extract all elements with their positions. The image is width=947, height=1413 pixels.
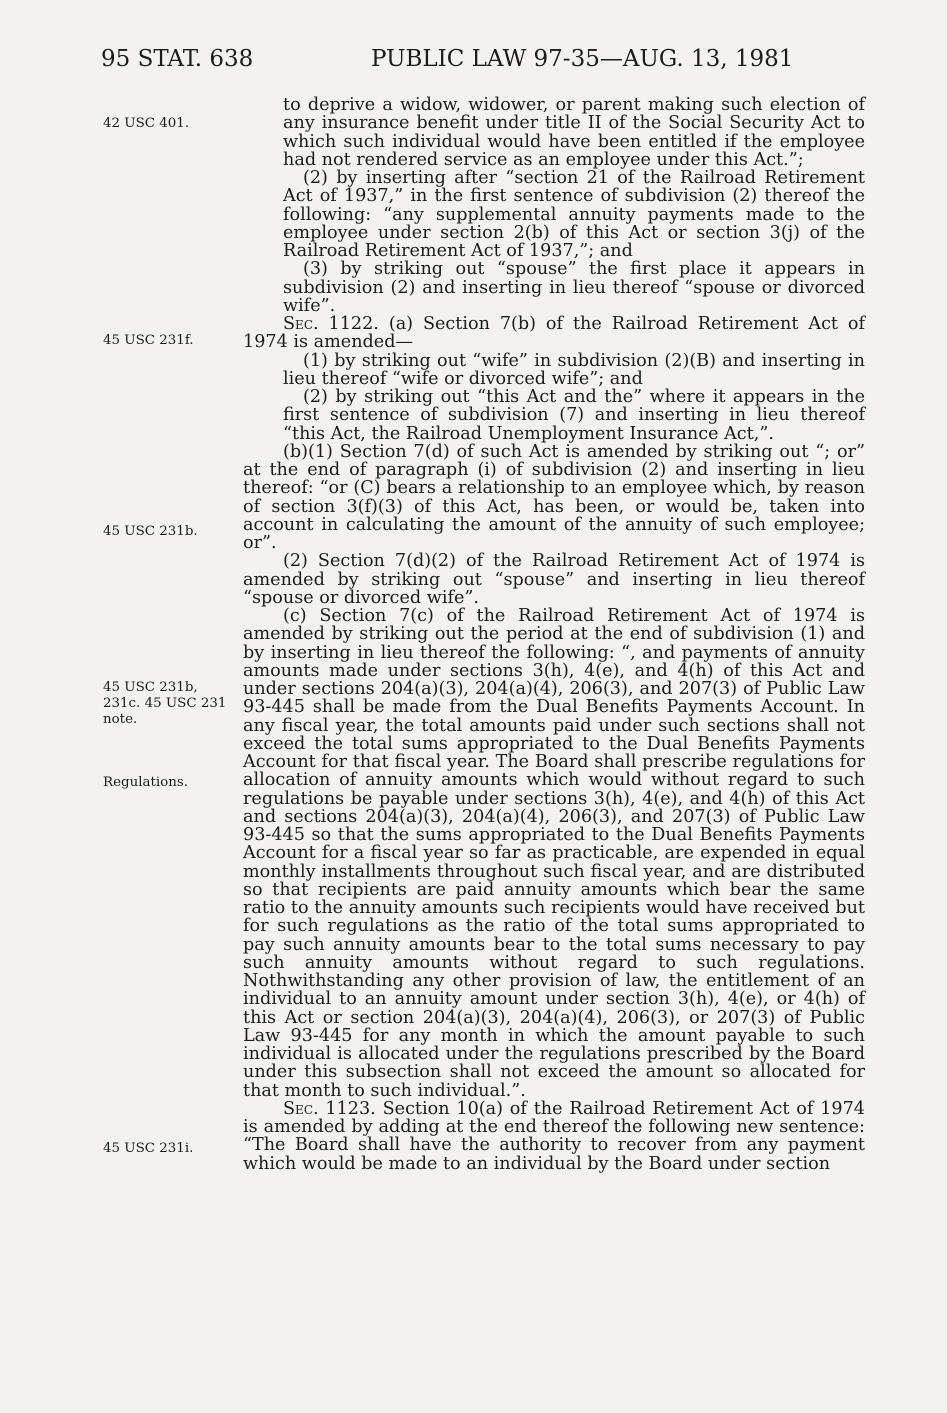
body-paragraph: (2) Section 7(d)(2) of the Railroad Retirement Act of 1974 is amended by striking out “spouse” and inserting in lieu thereof “spouse or divorced wife”.: [243, 551, 865, 608]
margin-note: 45 USC 231i.: [103, 1141, 194, 1156]
page-header: [0, 46, 947, 76]
body-paragraph: (b)(1) Section 7(d) of such Act is amended by striking out “; or” at the end of paragraph (i) of subdivision (2) and inserting in lieu thereof: “or (C) bears a relationship to an employee which, by reason of section 3(f)(3) of this Act, has been, or would be, taken into account in calculating the amount of the annuity of such employee; or”.: [243, 441, 865, 553]
margin-note: 42 USC 401.: [103, 116, 190, 131]
statute-page-number: 95 STAT. 638: [101, 46, 254, 72]
body-paragraph: (c) Section 7(c) of the Railroad Retirement Act of 1974 is amended by striking out the period at the end of subdivision (1) and by inserting in lieu thereof the following: “, and payments of annuity amounts made under sections 3(h), 4(e), and 4(h) of this Act and under sections 204(a)(3), 204(a)(4), 206(3), and 207(3) of Public Law 93-445 shall be made from the Dual Benefits Payments Account. In any fiscal year, the total amounts paid under such sections shall not exceed the total sums appropriated to the Dual Benefits Payments Account for that fiscal year. The Board shall prescribe regulations for allocation of annuity amounts which would without regard to such regulations be payable under sections 3(h), 4(e), and 4(h) of this Act and sections 204(a)(3), 204(a)(4), 206(3), and 207(3) of Public Law 93-445 so that the sums appropriated to the Dual Benefits Payments Account for a fiscal year so far as practicable, are expended in equal monthly installments throughout such fiscal year, and are distributed so that recipients are paid annuity amounts which bear the same ratio to the annuity amounts such recipients would have received but for such regulations as the ratio of the total sums appropriated to pay such annuity amounts bear to the total sums necessary to pay such annuity amounts without regard to such regulations. Nothwithstanding any other provision of law, the entitlement of an individual to an annuity amount under section 3(h), 4(e), or 4(h) of this Act or section 204(a)(3), 204(a)(4), 206(3), or 207(3) of Public Law 93-445 for any month in which the amount payable to such individual is allocated under the regulations prescribed by the Board under this subsection shall not exceed the amount so allocated for that month to such individual.”.: [243, 606, 865, 1101]
body-paragraph: (1) by striking out “wife” in subdivision (2)(B) and inserting in lieu thereof “wife or divorced wife”; and: [283, 350, 865, 389]
body-paragraph: (2) by inserting after “section 21 of the Railroad Retirement Act of 1937,” in the first sentence of subdivision (2) thereof the following: “any supplemental annuity payments made to the employee under section 2(b) of this Act or section 3(j) of the Railroad Retirement Act of 1937,”; and: [283, 168, 865, 261]
section-text: (a) Section 7(b) of the Railroad Retirement Act of 1974 is amended—: [243, 314, 866, 353]
margin-note: 45 USC 231f.: [103, 333, 194, 348]
section-text: Section 10(a) of the Railroad Retirement Act of 1974 is amended by adding at the end thereof the following new sentence: “The Board shall have the authority to recover from any payment which would be made to an individual by the Board under section: [243, 1098, 865, 1174]
body-paragraph: (2) by striking out “this Act and the” where it appears in the first sentence of subdivision (7) and inserting in lieu thereof “this Act, the Railroad Unemployment Insurance Act,”.: [283, 387, 865, 444]
section-label: Sec. 1122.: [283, 314, 379, 334]
running-head: PUBLIC LAW 97-35—AUG. 13, 1981: [371, 46, 794, 72]
section-1123: [243, 1100, 865, 1173]
margin-note: 45 USC 231b, 231c. 45 USC 231 note.: [103, 680, 227, 727]
statute-body: [243, 96, 865, 1173]
margin-note: 45 USC 231b.: [103, 524, 198, 539]
body-paragraph: (3) by striking out “spouse” the first place it appears in subdivision (2) and inserting in lieu thereof “spouse or divorced wife”.: [283, 259, 865, 316]
body-paragraph: to deprive a widow, widower, or parent making such election of any insurance benefit under title II of the Social Security Act to which such individual would have been entitled if the employee had not rendered service as an employee under this Act.”;: [283, 95, 865, 170]
margin-note: Regulations.: [103, 775, 188, 790]
section-label: Sec. 1123.: [283, 1098, 376, 1119]
section-1122: [243, 315, 865, 352]
